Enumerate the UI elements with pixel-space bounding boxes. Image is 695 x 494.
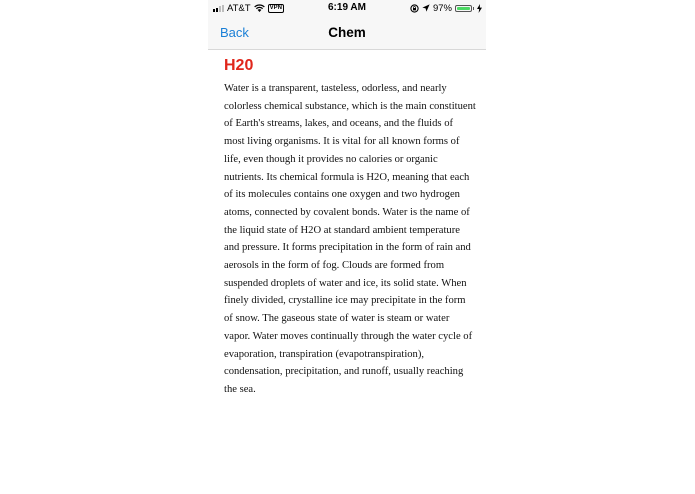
- carrier-label: AT&T: [227, 2, 251, 14]
- location-icon: [422, 4, 430, 12]
- article-heading: H20: [224, 57, 254, 74]
- phone-screen: [208, 0, 486, 494]
- charging-icon: [477, 4, 482, 13]
- article-content: [224, 56, 476, 399]
- nav-title: Chem: [328, 25, 366, 40]
- lock-rotation-icon: [410, 4, 419, 13]
- status-right: [410, 2, 482, 14]
- navigation-bar: [208, 16, 486, 50]
- back-button[interactable]: Back: [220, 25, 249, 40]
- battery-level: [457, 7, 470, 10]
- status-bar: [208, 0, 486, 16]
- vpn-badge: VPN: [269, 4, 282, 11]
- article-body: Water is a transparent, tasteless, odorless, and nearly colorless chemical substance, which is the main constituent of Earth's streams, lakes, and oceans, and the fluids of most living organisms. It is vital for all known forms of life, even though it provides no calories or organic nutrients. Its chemical formula is H2O, meaning that each of its molecules contains one oxygen and two hydrogen atoms, connected by covalent bonds. Water is the name of the liquid state of H2O at standard ambient temperature and pressure. It forms precipitation in the form of rain and aerosols in the form of fog. Clouds are formed from suspended droplets of water and ice, its solid state. When finely divided, crystalline ice may precipitate in the form of snow. The gaseous state of water is steam or water vapor. Water moves continually through the water cycle of evaporation, transpiration (evapotranspiration), condensation, precipitation, and runoff, usually reaching the sea.: [224, 83, 476, 395]
- battery-percent: 97%: [432, 2, 452, 14]
- status-time: 6:19 AM: [328, 2, 366, 13]
- battery-icon: [455, 5, 472, 12]
